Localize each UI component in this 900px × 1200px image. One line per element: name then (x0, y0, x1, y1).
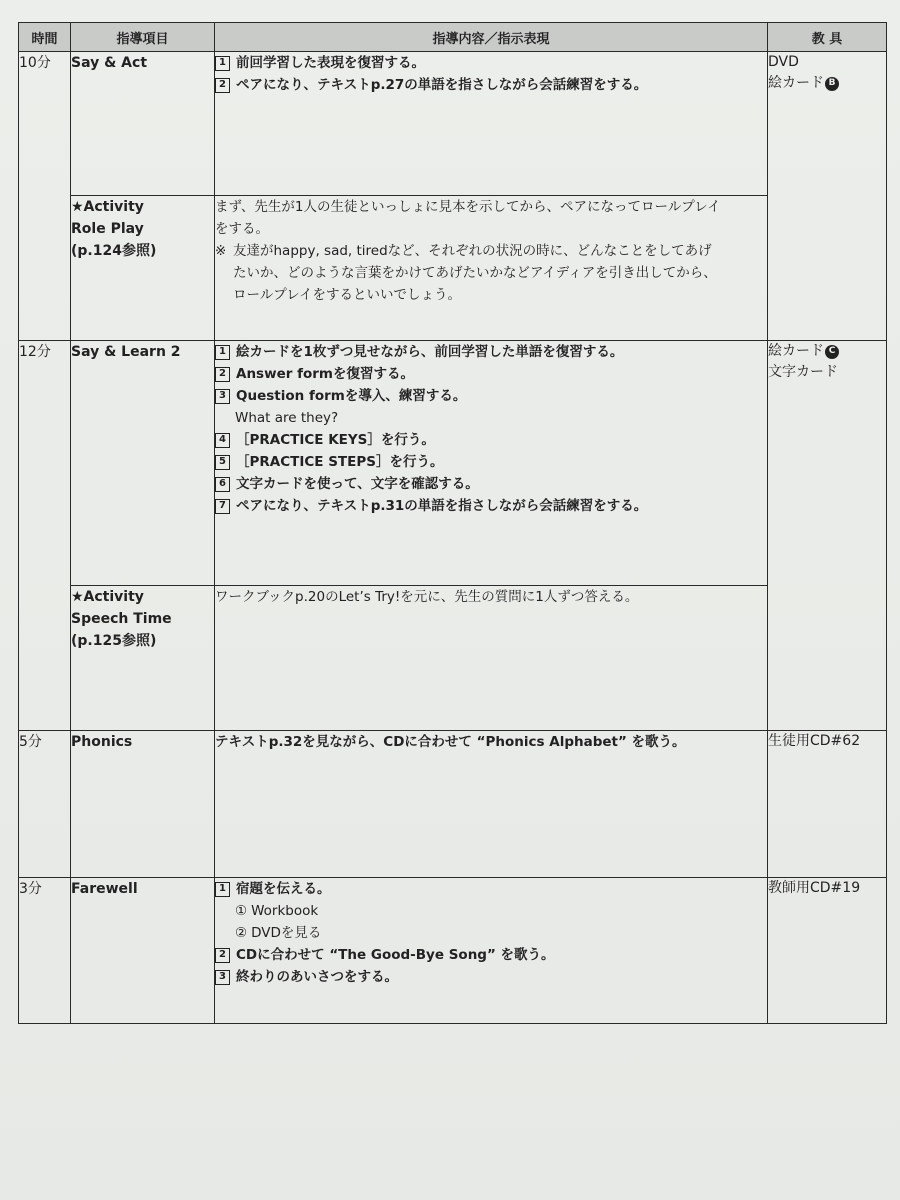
instruction-text: ［PRACTICE KEYS］を行う。 (236, 432, 435, 448)
step-number: 1 (215, 882, 230, 897)
header-item: 指導項目 (71, 23, 215, 52)
tools-cell (768, 878, 887, 1024)
instruction-text: ［PRACTICE STEPS］を行う。 (236, 454, 444, 470)
step-number: 1 (215, 56, 230, 71)
item-label: Say & Learn 2 (71, 344, 181, 360)
instruction-line (215, 451, 767, 473)
instruction-line (215, 966, 767, 988)
time-cell: 3分 (19, 878, 71, 1024)
item-label: Speech Time (71, 611, 172, 627)
instruction-line (215, 473, 767, 495)
instruction-line (215, 878, 767, 900)
instruction-text: 絵カードを1枚ずつ見せながら、前回学習した単語を復習する。 (236, 344, 624, 360)
step-number: 5 (215, 455, 230, 470)
tool-text: 絵カード (768, 75, 824, 91)
step-number: 1 (215, 345, 230, 360)
table-row (19, 586, 887, 731)
instruction-text: Answer formを復習する。 (236, 366, 414, 382)
tool-text: 文字カード (768, 364, 838, 380)
tool-text: 教師用CD#19 (768, 880, 861, 896)
tool-text: 生徒用CD#62 (768, 733, 861, 749)
instruction-line (215, 900, 767, 922)
time-cell: 10分 (19, 52, 71, 341)
time-cell: 5分 (19, 731, 71, 878)
instruction-text: ペアになり、テキストp.31の単語を指さしながら会話練習をする。 (236, 498, 648, 514)
item-cell (71, 196, 215, 341)
instruction-line (215, 407, 767, 429)
table-row (19, 731, 887, 878)
instruction-line (215, 429, 767, 451)
content-cell (215, 52, 768, 196)
tool-item (768, 73, 886, 94)
instruction-text: まず、先生が1人の生徒といっしょに見本を示してから、ペアになってロールプレイ (215, 199, 721, 215)
note-text: 友達がhappy, sad, tiredなど、それぞれの状況の時に、どんなことをしてあげ (233, 243, 712, 259)
tool-item (768, 731, 886, 752)
lesson-plan-table (18, 22, 887, 1024)
step-number: 3 (215, 970, 230, 985)
instruction-line (215, 495, 767, 517)
content-cell (215, 196, 768, 341)
table-row (19, 196, 887, 341)
item-reference: (p.124参照) (71, 243, 157, 259)
item-cell (71, 878, 215, 1024)
instruction-text: 前回学習した表現を復習する。 (236, 55, 425, 71)
instruction-line (215, 944, 767, 966)
table-row (19, 341, 887, 586)
sub-step-number: ② (235, 925, 248, 941)
note-text: ロールプレイをするといいでしょう。 (233, 287, 462, 303)
card-set-badge: C (825, 345, 839, 359)
item-cell (71, 52, 215, 196)
instruction-text: DVDを見る (251, 925, 322, 941)
instruction-line (215, 74, 767, 96)
instruction-line (215, 922, 767, 944)
instruction-text: 文字カードを使って、文字を確認する。 (236, 476, 479, 492)
tools-cell (768, 52, 887, 341)
table-row (19, 878, 887, 1024)
instruction-text: Question formを導入、練習する。 (236, 388, 467, 404)
instruction-line (215, 341, 767, 363)
note-block (215, 240, 767, 306)
instruction-text: What are they? (235, 410, 339, 426)
tool-text: DVD (768, 54, 799, 70)
item-label: ★Activity (71, 589, 144, 605)
time-cell: 12分 (19, 341, 71, 731)
instruction-text: Workbook (251, 903, 319, 919)
content-cell (215, 731, 768, 878)
step-number: 2 (215, 78, 230, 93)
item-label: Say & Act (71, 55, 148, 71)
step-number: 6 (215, 477, 230, 492)
instruction-text: CDに合わせて “The Good-Bye Song” を歌う。 (236, 947, 555, 963)
item-label: Role Play (71, 221, 144, 237)
item-label: Phonics (71, 734, 133, 750)
header-tools: 教 具 (768, 23, 887, 52)
item-cell (71, 341, 215, 586)
header-row (19, 23, 887, 52)
instruction-text: ペアになり、テキストp.27の単語を指さしながら会話練習をする。 (236, 77, 648, 93)
sub-step-number: ① (235, 903, 248, 919)
tool-item (768, 341, 886, 362)
note-text: たいか、どのような言葉をかけてあげたいかなどアイディアを引き出してから、 (233, 265, 717, 281)
step-number: 2 (215, 367, 230, 382)
content-cell (215, 586, 768, 731)
tool-item (768, 52, 886, 73)
header-content: 指導内容／指示表現 (215, 23, 768, 52)
instruction-line (215, 52, 767, 74)
card-set-badge: B (825, 77, 839, 91)
step-number: 7 (215, 499, 230, 514)
tools-cell (768, 341, 887, 731)
tools-cell (768, 731, 887, 878)
instruction-text: テキストp.32を見ながら、CDに合わせて “Phonics Alphabet” を歌う。 (215, 734, 686, 750)
instruction-line (215, 385, 767, 407)
tool-item (768, 878, 886, 899)
instruction-line (215, 363, 767, 385)
step-number: 2 (215, 948, 230, 963)
content-cell (215, 878, 768, 1024)
instruction-text: をする。 (215, 221, 269, 237)
item-reference: (p.125参照) (71, 633, 157, 649)
step-number: 3 (215, 389, 230, 404)
instruction-text: 宿題を伝える。 (236, 881, 331, 897)
item-label: ★Activity (71, 199, 144, 215)
instruction-text: 終わりのあいさつをする。 (236, 969, 398, 985)
item-cell (71, 731, 215, 878)
instruction-line (215, 731, 767, 753)
tool-text: 絵カード (768, 343, 824, 359)
header-time: 時間 (19, 23, 71, 52)
note-mark: ※ (215, 243, 227, 259)
tool-item (768, 362, 886, 383)
item-cell (71, 586, 215, 731)
content-cell (215, 341, 768, 586)
instruction-text: ワークブックp.20のLet’s Try!を元に、先生の質問に1人ずつ答える。 (215, 589, 639, 605)
table-row (19, 52, 887, 196)
item-label: Farewell (71, 881, 138, 897)
step-number: 4 (215, 433, 230, 448)
